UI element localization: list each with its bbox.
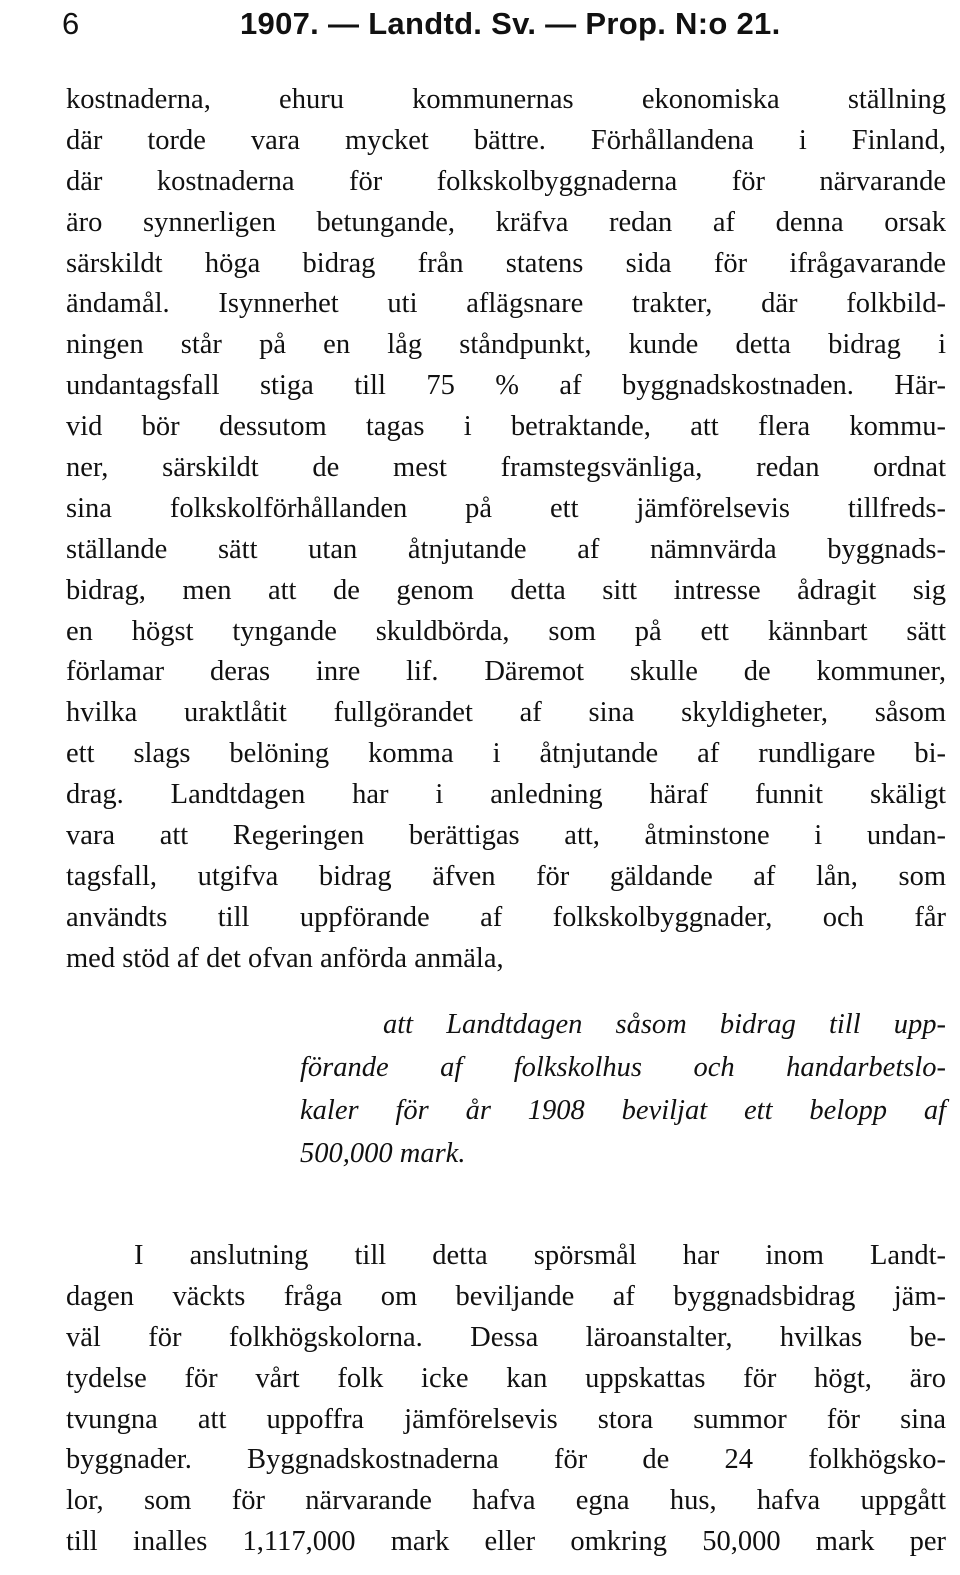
- text-line: förande af folkskolhus och handarbetslo-: [300, 1052, 946, 1083]
- text-line: ner, särskildt de mest framstegsvänliga, redan ordnat: [66, 452, 946, 484]
- text-line: kostnaderna, ehuru kommunernas ekonomiska ställning: [66, 84, 946, 115]
- text-line: väl för folkhögskolorna. Dessa läroanstalter, hvilkas be-: [66, 1321, 946, 1353]
- text-line: där torde vara mycket bättre. Förhållandena i Finland,: [66, 124, 946, 156]
- text-line: tagsfall, utgifva bidrag äfven för gäldande af lån, som: [66, 860, 946, 892]
- text-line: till inalles 1,117,000 mark eller omkring 50,000 mark per: [66, 1526, 946, 1558]
- running-head: 1907. — Landtd. Sv. — Prop. N:o 21.: [240, 6, 781, 41]
- text-line: tvungna att uppoffra jämförelsevis stora summor för sina: [66, 1403, 946, 1435]
- text-line: undantagsfall stiga till 75 % af byggnadskostnaden. Här-: [66, 370, 946, 402]
- text-line: bidrag, men att de genom detta sitt intresse ådragit sig: [66, 574, 946, 606]
- text-line: I anslutning till detta spörsmål har inom Landt-: [134, 1240, 946, 1271]
- text-line: att Landtdagen såsom bidrag till upp-: [383, 1009, 946, 1040]
- paragraph-1: [66, 80, 946, 980]
- paragraph-2: [66, 1236, 946, 1563]
- text-line: hvilka uraktlåtit fullgörandet af sina skyldigheter, såsom: [66, 697, 946, 729]
- text-line: äro synnerligen betungande, kräfva redan af denna orsak: [66, 206, 946, 238]
- text-line: sina folkskolförhållanden på ett jämförelsevis tillfreds-: [66, 492, 946, 524]
- text-line: ändamål. Isynnerhet uti aflägsnare trakter, där folkbild-: [66, 288, 946, 320]
- text-line: drag. Landtdagen har i anledning häraf funnit skäligt: [66, 779, 946, 811]
- text-line: 500,000 mark.: [300, 1138, 466, 1169]
- page-header: [62, 4, 938, 44]
- text-line: vara att Regeringen berättigas att, åtminstone i undan-: [66, 820, 946, 852]
- text-line: lor, som för närvarande hafva egna hus, hafva uppgått: [66, 1485, 946, 1517]
- text-line: särskildt höga bidrag från statens sida för ifrågavarande: [66, 247, 946, 279]
- text-line: där kostnaderna för folkskolbyggnaderna för närvarande: [66, 165, 946, 197]
- text-line: ställande sätt utan åtnjutande af nämnvärda byggnads-: [66, 533, 946, 565]
- text-line: vid bör dessutom tagas i betraktande, att flera kommu-: [66, 411, 946, 443]
- text-line: med stöd af det ofvan anförda anmäla,: [66, 942, 504, 974]
- text-line: tydelse för vårt folk icke kan uppskattas för högt, äro: [66, 1362, 946, 1394]
- text-line: en högst tyngande skuldbörda, som på ett kännbart sätt: [66, 615, 946, 647]
- page-number: 6: [62, 6, 80, 41]
- text-line: förlamar deras inre lif. Däremot skulle de kommuner,: [66, 656, 946, 688]
- text-line: kaler för år 1908 beviljat ett belopp af: [300, 1095, 946, 1126]
- motion-clause: [300, 1003, 946, 1175]
- text-line: användts till uppförande af folkskolbyggnader, och får: [66, 901, 946, 933]
- text-line: ningen står på en låg ståndpunkt, kunde detta bidrag i: [66, 329, 946, 361]
- text-line: dagen väckts fråga om beviljande af byggnadsbidrag jäm-: [66, 1280, 946, 1312]
- text-line: ett slags belöning komma i åtnjutande af rundligare bi-: [66, 738, 946, 770]
- text-line: byggnader. Byggnadskostnaderna för de 24 folkhögsko-: [66, 1444, 946, 1476]
